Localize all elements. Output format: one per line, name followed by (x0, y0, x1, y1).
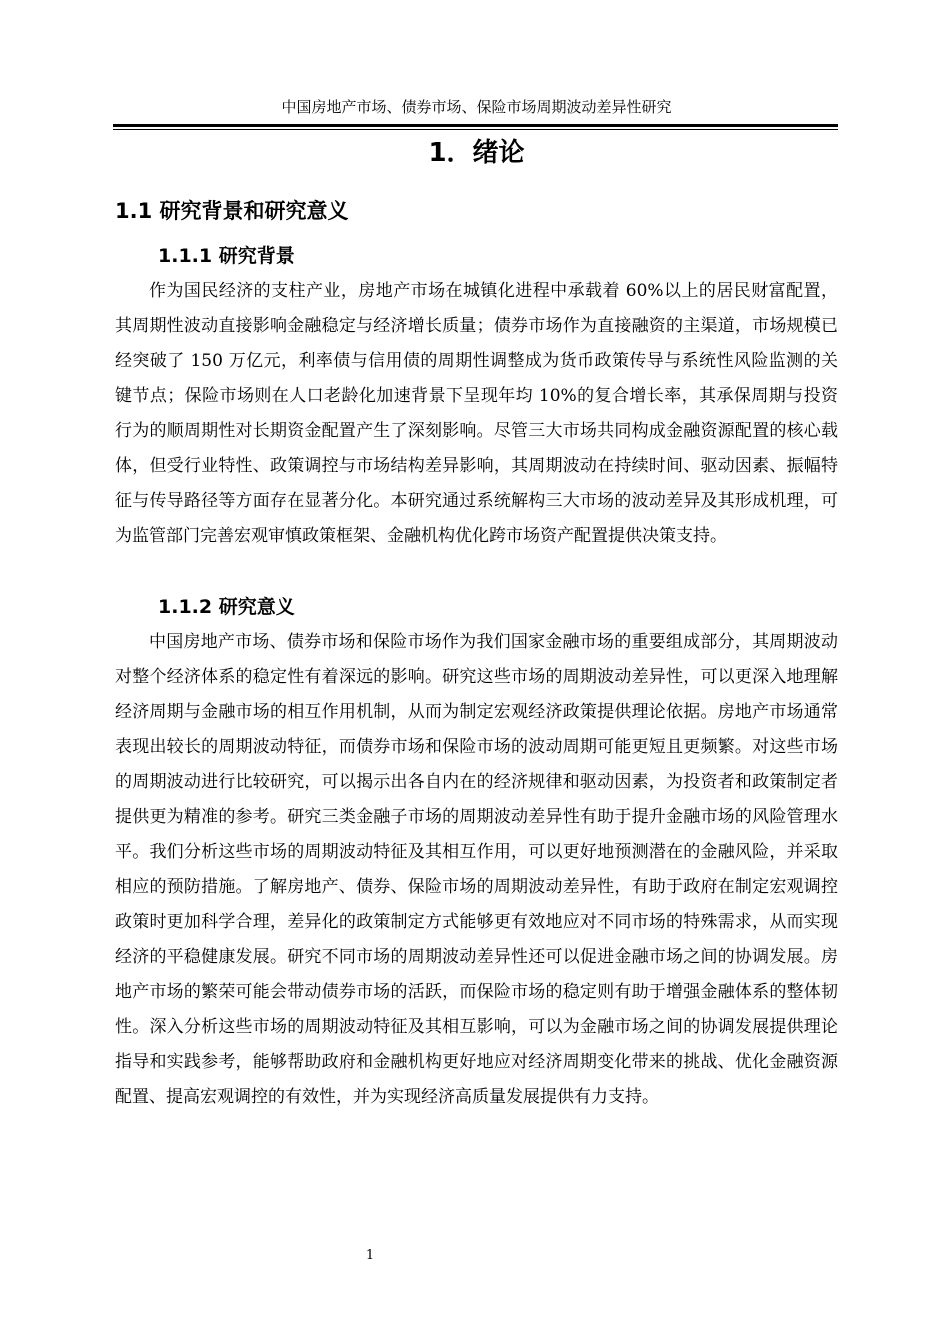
header-rule-thin (113, 129, 838, 130)
page-number: 1 (365, 1248, 375, 1263)
paragraph-background: 作为国民经济的支柱产业，房地产市场在城镇化进程中承载着 60%以上的居民财富配置，其周期性波动直接影响金融稳定与经济增长质量；债券市场作为直接融资的主渠道，市场规模已经突破了 150 万亿元，利率债与信用债的周期性调整成为货币政策传导与系统性风险监测的关键节点；保险市场则在人口老龄化加速背景下呈现年均 10%的复合增长率，其承保周期与投资行为的顺周期性对长期资金配置产生了深刻影响。尽管三大市场共同构成金融资源配置的核心载体，但受行业特性、政策调控与市场结构差异影响，其周期波动在持续时间、驱动因素、振幅特征与传导路径等方面存在显著分化。本研究通过系统解构三大市场的波动差异及其形成机理，可为监管部门完善宏观审慎政策框架、金融机构优化跨市场资产配置提供决策支持。 (115, 281, 838, 546)
section-title: 1.1 研究背景和研究意义 (115, 199, 349, 223)
paragraph-significance: 中国房地产市场、债券市场和保险市场作为我们国家金融市场的重要组成部分，其周期波动对整个经济体系的稳定性有着深远的影响。研究这些市场的周期波动差异性，可以更深入地理解经济周期与金融市场的相互作用机制，从而为制定宏观经济政策提供理论依据。房地产市场通常表现出较长的周期波动特征，而债券市场和保险市场的波动周期可能更短且更频繁。对这些市场的周期波动进行比较研究，可以揭示出各自内在的经济规律和驱动因素，为投资者和政策制定者提供更为精准的参考。研究三类金融子市场的周期波动差异性有助于提升金融市场的风险管理水平。我们分析这些市场的周期波动特征及其相互作用，可以更好地预测潜在的金融风险，并采取相应的预防措施。了解房地产、债券、保险市场的周期波动差异性，有助于政府在制定宏观调控政策时更加科学合理，差异化的政策制定方式能够更有效地应对不同市场的特殊需求，从而实现经济的平稳健康发展。研究不同市场的周期波动差异性还可以促进金融市场之间的协调发展。房地产市场的繁荣可能会带动债券市场的活跃，而保险市场的稳定则有助于增强金融体系的整体韧性。深入分析这些市场的周期波动特征及其相互影响，可以为金融市场之间的协调发展提供理论指导和实践参考，能够帮助政府和金融机构更好地应对经济周期变化带来的挑战、优化金融资源配置、提高宏观调控的有效性，并为实现经济高质量发展提供有力支持。 (115, 632, 838, 1107)
subsection-title-significance: 1.1.2 研究意义 (158, 596, 295, 618)
chapter-title: 1．绪论 (428, 138, 525, 168)
header-rule-thick (113, 124, 838, 127)
subsection-title-background: 1.1.1 研究背景 (158, 245, 295, 267)
running-header: 中国房地产市场、债券市场、保险市场周期波动差异性研究 (281, 98, 672, 116)
